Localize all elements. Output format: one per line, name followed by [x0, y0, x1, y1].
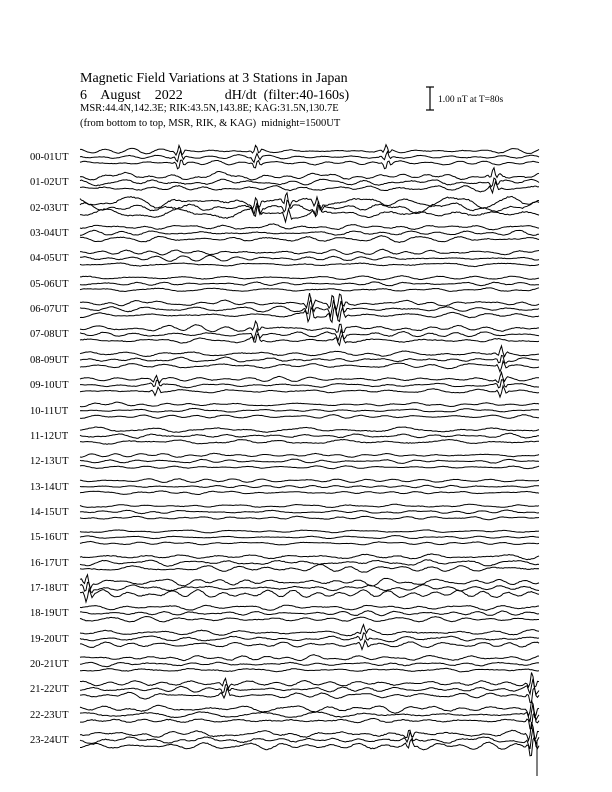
trace-12-13UT-RIK: [80, 459, 539, 463]
trace-group: [80, 145, 539, 776]
trace-01-02UT-RIK: [80, 178, 539, 187]
quantity-label: dH/dt (filter:40-160s): [224, 88, 350, 103]
hour-label-21-22UT: 21-22UT: [30, 684, 69, 696]
date-day: 6: [80, 88, 87, 103]
trace-20-21UT-MSR: [80, 668, 539, 672]
trace-01-02UT-KAG: [80, 168, 539, 180]
hour-label-01-02UT: 01-02UT: [30, 177, 69, 189]
trace-20-21UT-RIK: [80, 662, 539, 667]
hour-label-00-01UT: 00-01UT: [30, 152, 69, 163]
trace-18-19UT-KAG: [80, 605, 539, 610]
hour-label-16-17UT: 16-17UT: [30, 557, 69, 569]
hour-label-05-06UT: 05-06UT: [30, 278, 69, 290]
trace-02-03UT-MSR: [80, 206, 539, 222]
trace-19-20UT-KAG: [80, 625, 539, 636]
hour-label-09-10UT: 09-10UT: [30, 380, 69, 392]
trace-13-14UT-MSR: [80, 491, 539, 495]
trace-10-11UT-RIK: [80, 408, 539, 412]
station-coordinates: MSR:44.4N,142.3E; RIK:43.5N,143.8E; KAG:31.5N,130.7E: [80, 103, 339, 114]
trace-19-20UT-RIK: [80, 633, 539, 642]
trace-16-17UT-MSR: [80, 565, 539, 573]
hour-label-10-11UT: 10-11UT: [30, 405, 69, 417]
trace-21-22UT-RIK: [80, 679, 539, 695]
trace-16-17UT-RIK: [80, 560, 539, 567]
hour-label-13-14UT: 13-14UT: [30, 481, 69, 493]
trace-05-06UT-KAG: [80, 276, 539, 280]
trace-03-04UT-RIK: [80, 230, 539, 235]
trace-17-18UT-KAG: [80, 575, 539, 589]
trace-17-18UT-RIK: [80, 582, 539, 592]
trace-12-13UT-KAG: [80, 453, 539, 457]
trace-04-05UT-KAG: [80, 249, 539, 255]
trace-14-15UT-KAG: [80, 504, 539, 507]
trace-23-24UT-KAG: [80, 722, 539, 741]
hour-label-04-05UT: 04-05UT: [30, 253, 69, 265]
date-year: 2022: [154, 88, 183, 103]
scale-bar: [426, 87, 434, 110]
hour-label-08-09UT: 08-09UT: [30, 354, 69, 366]
trace-04-05UT-RIK: [80, 255, 539, 261]
hour-label-14-15UT: 14-15UT: [30, 506, 69, 518]
trace-15-16UT-RIK: [80, 536, 539, 539]
trace-07-08UT-RIK: [80, 329, 539, 340]
hour-label-03-04UT: 03-04UT: [30, 228, 69, 240]
trace-21-22UT-KAG: [80, 673, 539, 689]
trace-22-23UT-RIK: [80, 703, 539, 722]
hour-label-12-13UT: 12-13UT: [30, 456, 69, 468]
trace-order-note: (from bottom to top, MSR, RIK, & KAG) midnight=1500UT: [80, 118, 341, 129]
trace-14-15UT-RIK: [80, 510, 539, 514]
trace-05-06UT-MSR: [80, 288, 539, 292]
trace-08-09UT-MSR: [80, 361, 539, 372]
hour-label-18-19UT: 18-19UT: [30, 608, 69, 620]
hour-label-06-07UT: 06-07UT: [30, 304, 69, 316]
hour-label-23-24UT: 23-24UT: [30, 735, 69, 747]
trace-03-04UT-MSR: [80, 236, 539, 243]
trace-08-09UT-KAG: [80, 346, 539, 357]
trace-10-11UT-MSR: [80, 415, 539, 419]
hour-label-11-12UT: 11-12UT: [30, 430, 69, 442]
trace-11-12UT-RIK: [80, 433, 539, 438]
trace-09-10UT-MSR: [80, 386, 539, 397]
trace-09-10UT-KAG: [80, 372, 539, 383]
trace-15-16UT-MSR: [80, 541, 539, 545]
hour-label-19-20UT: 19-20UT: [30, 633, 69, 645]
hour-label-20-21UT: 20-21UT: [30, 659, 69, 670]
trace-00-01UT-KAG: [80, 145, 539, 155]
trace-02-03UT-RIK: [80, 200, 539, 214]
trace-15-16UT-KAG: [80, 530, 539, 533]
hour-label-07-08UT: 07-08UT: [30, 329, 69, 341]
trace-07-08UT-KAG: [80, 321, 539, 332]
trace-19-20UT-MSR: [80, 640, 539, 649]
trace-11-12UT-KAG: [80, 427, 539, 432]
trace-14-15UT-MSR: [80, 516, 539, 520]
trace-17-18UT-MSR: [80, 589, 539, 602]
trace-00-01UT-MSR: [80, 160, 539, 169]
trace-03-04UT-KAG: [80, 224, 539, 230]
trace-12-13UT-MSR: [80, 466, 539, 469]
trace-00-01UT-RIK: [80, 151, 539, 163]
hour-label-15-16UT: 15-16UT: [30, 532, 69, 544]
trace-13-14UT-RIK: [80, 485, 539, 488]
trace-18-19UT-RIK: [80, 611, 539, 616]
date-month: August: [100, 88, 141, 103]
scale-bar-label: 1.00 nT at T=80s: [438, 95, 504, 105]
trace-13-14UT-KAG: [80, 479, 539, 483]
chart-title: Magnetic Field Variations at 3 Stations in Japan: [80, 71, 348, 86]
trace-16-17UT-KAG: [80, 554, 539, 560]
trace-11-12UT-MSR: [80, 440, 539, 445]
trace-05-06UT-RIK: [80, 282, 539, 286]
hour-label-22-23UT: 22-23UT: [30, 709, 69, 721]
trace-02-03UT-KAG: [80, 193, 539, 210]
hour-label-02-03UT: 02-03UT: [30, 202, 69, 214]
trace-10-11UT-KAG: [80, 402, 539, 407]
trace-20-21UT-KAG: [80, 655, 539, 661]
trace-18-19UT-MSR: [80, 617, 539, 622]
hour-label-17-18UT: 17-18UT: [30, 582, 69, 594]
trace-04-05UT-MSR: [80, 263, 539, 267]
trace-09-10UT-RIK: [80, 380, 539, 388]
